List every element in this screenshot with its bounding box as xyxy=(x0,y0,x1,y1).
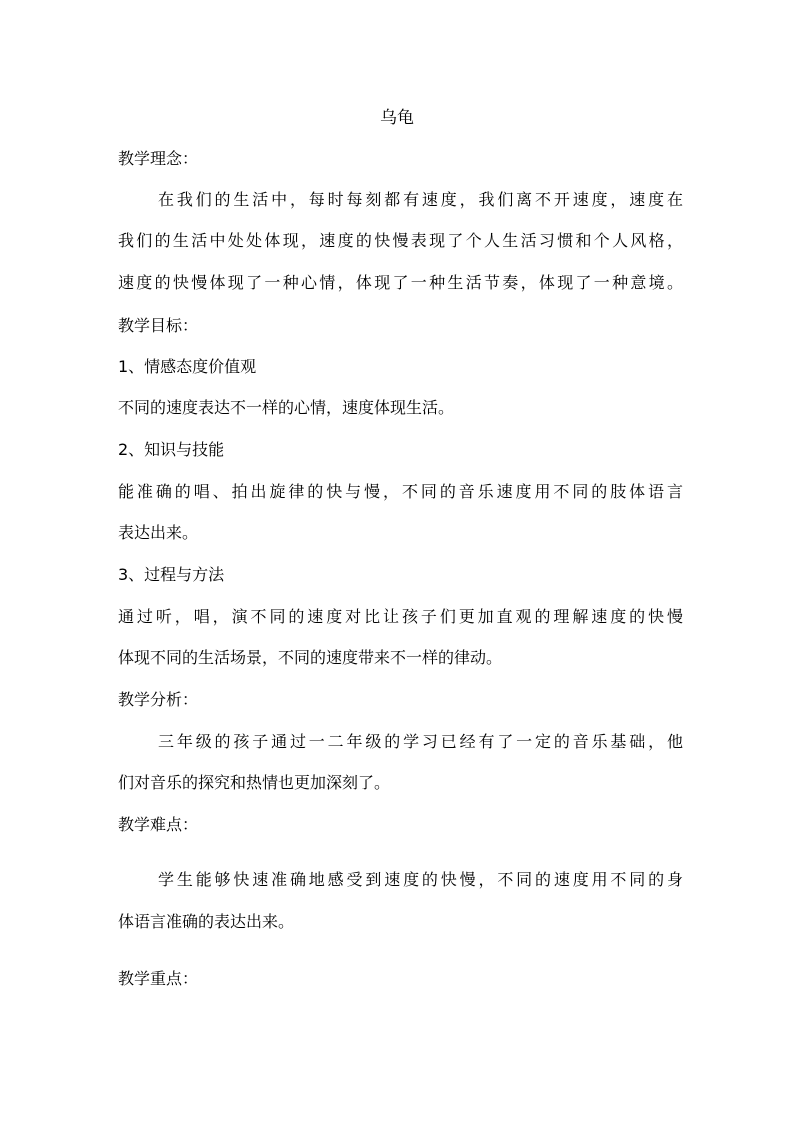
analysis-paragraph-line-2: 们对音乐的探究和热情也更加深刻了。 xyxy=(118,773,391,792)
section-heading-goals: 教学目标： xyxy=(118,316,199,335)
goal-item-1-text: 不同的速度表达不一样的心情，速度体现生活。 xyxy=(118,398,455,417)
section-heading-concept: 教学理念： xyxy=(118,149,199,168)
difficulty-paragraph-line-2: 体语言准确的表达出来。 xyxy=(118,912,295,931)
concept-paragraph-line-3: 速度的快慢体现了一种心情，体现了一种生活节奏，体现了一种意境。 xyxy=(118,273,683,292)
analysis-paragraph-line-1: 三年级的孩子通过一二年级的学习已经有了一定的音乐基础，他 xyxy=(158,732,683,751)
goal-item-2-line-2: 表达出来。 xyxy=(118,523,199,542)
section-heading-difficulty: 教学难点： xyxy=(118,815,199,834)
goal-item-2-line-1: 能准确的唱、拍出旋律的快与慢，不同的音乐速度用不同的肢体语言 xyxy=(118,482,683,501)
document-title: 乌龟 xyxy=(380,108,414,128)
goal-item-3-title: 3、过程与方法 xyxy=(118,565,225,584)
goal-item-3-line-2: 体现不同的生活场景，不同的速度带来不一样的律动。 xyxy=(118,648,503,667)
section-heading-key-points: 教学重点： xyxy=(118,969,199,988)
goal-item-2-title: 2、知识与技能 xyxy=(118,440,225,459)
goal-item-3-line-1: 通过听，唱，演不同的速度对比让孩子们更加直观的理解速度的快慢 xyxy=(118,607,683,626)
difficulty-paragraph-line-1: 学生能够快速准确地感受到速度的快慢，不同的速度用不同的身 xyxy=(158,870,683,889)
concept-paragraph-line-2: 我们的生活中处处体现，速度的快慢表现了个人生活习惯和个人风格， xyxy=(118,231,683,250)
goal-item-1-title: 1、情感态度价值观 xyxy=(118,357,257,376)
section-heading-analysis: 教学分析： xyxy=(118,690,199,709)
concept-paragraph-line-1: 在我们的生活中，每时每刻都有速度，我们离不开速度，速度在 xyxy=(158,190,683,209)
